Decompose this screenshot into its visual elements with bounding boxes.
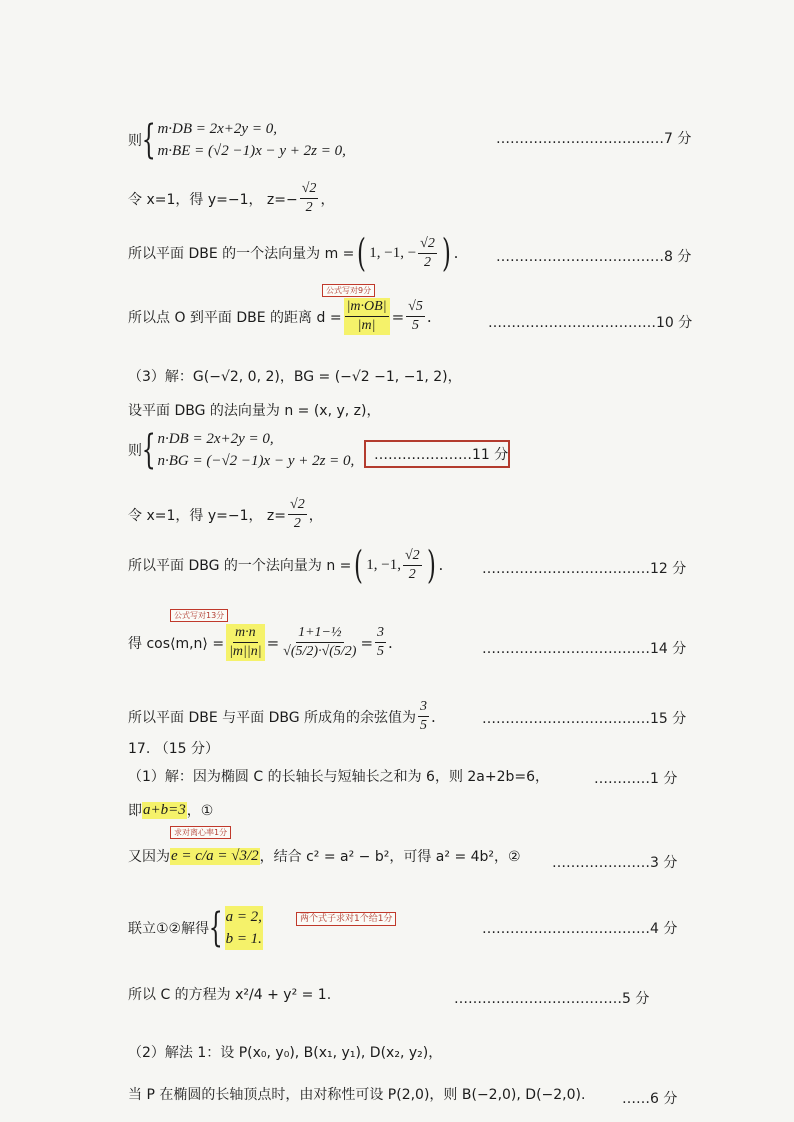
eccentricity-result: ，结合 c² = a² − b²，可得 a² = 4b²，② (259, 849, 521, 865)
part1-line (128, 766, 549, 786)
cos-result-den: 5 (377, 644, 385, 659)
score-14: ………………………………14 分 (482, 641, 687, 657)
eq-m-be: m·BE = (√2 −1)x − y + 2z = 0, (157, 143, 346, 159)
distance-den: |m| (357, 318, 376, 333)
score-7: ………………………………7 分 (496, 131, 692, 147)
score-3: …………………3 分 (552, 855, 678, 871)
vec-n-components: 1, −1, (366, 556, 401, 573)
set-n-text: 设平面 DBG 的法向量为 n = (x, y, z)， (128, 403, 381, 419)
distance-num: |m·OB| (345, 298, 389, 317)
part3-text: （3）解：G(−√2, 0, 2)，BG = (−√2 −1, −1, 2)， (128, 369, 462, 385)
normal-vector-m: 所以平面 DBE 的一个法向量为 m = ( 1, −1, − $\frac{√2}{2}$ ) . (128, 231, 459, 275)
b-equals-1: b = 1. (225, 931, 262, 947)
eval-den: √(5/2)·√(5/2) (283, 644, 357, 659)
let-x-line-1: 令 x=1，得 y=−1， z=− $\frac{√2}{2}$ ， (128, 181, 335, 215)
frac-num: √2 (300, 180, 319, 199)
cosine-text: 得 cos⟨m,n⟩ = (128, 635, 225, 652)
normal-m-text: 所以平面 DBE 的一个法向量为 m = (128, 246, 355, 262)
frac-num-2: √2 (288, 496, 307, 515)
score-11-box: …………………11 分 (364, 440, 510, 468)
score-6: ……6 分 (622, 1091, 678, 1107)
conclusion-line: 所以平面 DBE 与平面 DBG 所成角的余弦值为 $\frac{3}{5}$ . (128, 699, 436, 733)
frac-den-2: 2 (293, 516, 301, 531)
problem-17-heading (128, 738, 219, 758)
frac-den: 2 (305, 200, 313, 215)
cosine-eval (281, 624, 358, 661)
system-dbg (128, 428, 354, 472)
cos-num: m·n (233, 624, 258, 643)
grading-note-13: 公式写对13分 (170, 609, 228, 622)
normal-vector-n: 所以平面 DBG 的一个法向量为 n = ( 1, −1, $\frac{√2}{2}$ ) . (128, 543, 444, 587)
distance-text: 所以点 O 到平面 DBE 的距离 d = (128, 309, 342, 326)
final-den: 5 (420, 718, 428, 733)
left-brace-icon: { (141, 117, 156, 163)
eq-n-bg: n·BG = (−√2 −1)x − y + 2z = 0, (157, 453, 355, 469)
prefix-ze-2: 则 (128, 443, 142, 459)
score-12: ………………………………12 分 (482, 561, 687, 577)
ellipse-equation-text: 所以 C 的方程为 x²/4 + y² = 1. (128, 987, 332, 1003)
result-num: √5 (406, 298, 425, 317)
left-brace-icon: { (141, 427, 156, 473)
score-15: ………………………………15 分 (482, 711, 687, 727)
part2-text: （2）解法 1：设 P(x₀, y₀), B(x₁, y₁), D(x₂, y₂)， (128, 1045, 443, 1061)
ellipse-equation-line (128, 984, 331, 1004)
eccentricity-line (128, 846, 521, 866)
ji-text: 即 (128, 803, 142, 819)
eq-n-db: n·DB = 2x+2y = 0, (157, 431, 274, 447)
eq-m-db: m·DB = 2x+2y = 0, (157, 121, 277, 137)
system-dbe (128, 118, 346, 162)
circle-1-text: ，① (186, 803, 214, 819)
distance-line: 所以点 O 到平面 DBE 的距离 d = $\frac{|m\cdot OB|}{|m|}$ = $\frac{√5}{5}$ . (128, 299, 432, 333)
solve-line (128, 906, 263, 950)
final-num: 3 (418, 698, 429, 717)
part2-line (128, 1042, 442, 1062)
a-plus-b-highlight: a+b=3 (143, 801, 186, 818)
vertex-case-text: 当 P 在椭圆的长轴顶点时，由对称性可设 P(2,0)，则 B(−2,0), D(−2,0). (128, 1087, 586, 1103)
let-x-line-2: 令 x=1，得 y=−1， z= $\frac{√2}{2}$ ， (128, 497, 323, 531)
grading-note-pair: 两个式子求对1个给1分 (296, 912, 396, 926)
score-5: ………………………………5 分 (454, 991, 650, 1007)
a-equals-2: a = 2, (225, 909, 262, 925)
left-brace-icon: { (208, 905, 223, 951)
cosine-formula (226, 624, 265, 661)
you-yin-wei-text: 又因为 (128, 849, 170, 865)
vec-m-components: 1, −1, − (369, 244, 417, 261)
score-10: ………………………………10 分 (488, 315, 693, 331)
score-4: ………………………………4 分 (482, 921, 678, 937)
cos-result-num: 3 (375, 624, 386, 643)
solve-text: 联立①②解得 (128, 921, 210, 937)
problem-17-text: 17. （15 分） (128, 741, 219, 757)
vertex-case-line (128, 1084, 585, 1104)
let-x-text-2: 令 x=1，得 y=−1， z= (128, 507, 287, 524)
let-x-text: 令 x=1，得 y=−1， z=− (128, 191, 298, 208)
eccentricity-highlight: e = c/a = √3/2 (171, 847, 259, 864)
set-n-line (128, 400, 381, 420)
part3-line (128, 366, 462, 386)
result-den: 5 (411, 318, 419, 333)
distance-formula (344, 298, 390, 335)
conclusion-text: 所以平面 DBE 与平面 DBG 所成角的余弦值为 (128, 709, 417, 726)
normal-n-text: 所以平面 DBG 的一个法向量为 n = (128, 558, 352, 574)
grading-note-9: 公式写对9分 (322, 284, 375, 297)
a-plus-b-line (128, 800, 213, 820)
fraction (300, 180, 319, 217)
part1-text: （1）解：因为椭圆 C 的长轴长与短轴长之和为 6，则 2a+2b=6， (128, 769, 550, 785)
score-1: …………1 分 (594, 771, 678, 787)
score-8: ………………………………8 分 (496, 249, 692, 265)
cosine-line: 得 cos⟨m,n⟩ = $\frac{m\cdot n}{|m||n|}$ = $\frac{\text{1+1−½}}{√(5/2)\cdot√(5/2)}$ = $\frac{3}{5}$ . (128, 625, 393, 659)
cos-den: |m||n| (229, 644, 262, 659)
prefix-ze: 则 (128, 133, 142, 149)
eval-num: 1+1−½ (296, 624, 343, 643)
grading-note-ecc: 求对离心率1分 (170, 826, 231, 839)
